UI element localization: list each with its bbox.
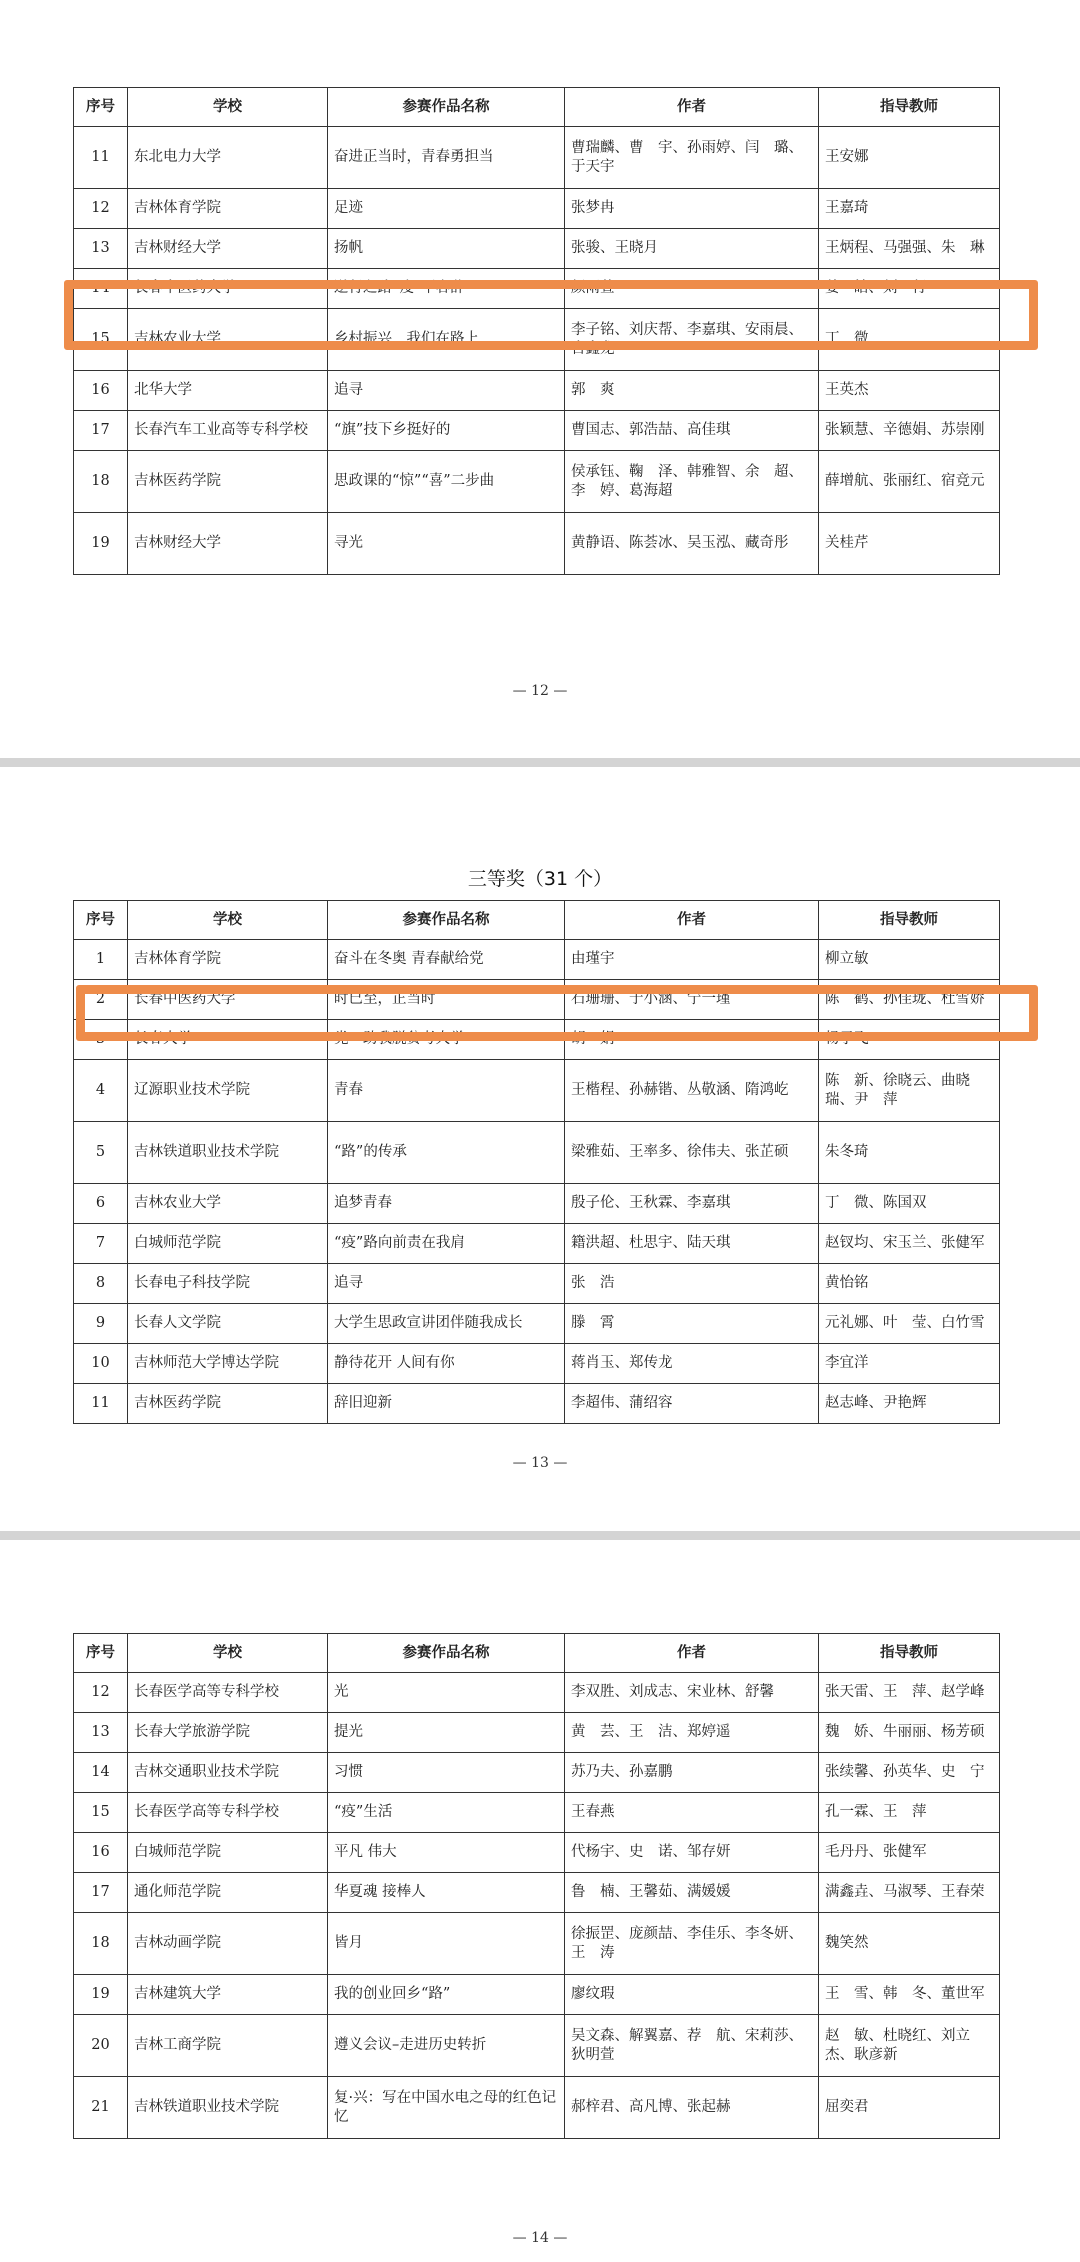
table-row	[74, 229, 1000, 269]
cell-teachers: 薛增航、张丽红、宿竞元	[819, 451, 1000, 513]
cell-school: 长春汽车工业高等专科学校	[128, 411, 328, 451]
cell-title: 时已至，正当时	[328, 980, 565, 1020]
cell-teachers: 丁 微、陈国双	[819, 1184, 1000, 1224]
cell-title: 扬帆	[328, 229, 565, 269]
cell-authors: 由瑾宇	[565, 940, 819, 980]
cell-authors: 郭 爽	[565, 371, 819, 411]
cell-teachers: 魏 娇、牛丽丽、杨芳硕	[819, 1713, 1000, 1753]
cell-teachers: 赵钗均、宋玉兰、张健军	[819, 1224, 1000, 1264]
cell-no: 11	[74, 1384, 128, 1424]
header-authors: 作者	[565, 88, 819, 127]
cell-school: 北华大学	[128, 371, 328, 411]
cell-no: 16	[74, 371, 128, 411]
cell-authors: 王春燕	[565, 1793, 819, 1833]
page-number-13: — 13 —	[512, 1455, 568, 1471]
header-no: 序号	[74, 901, 128, 940]
cell-teachers: 朱冬琦	[819, 1122, 1000, 1184]
cell-authors: 滕 霄	[565, 1304, 819, 1344]
cell-title: “路”的传承	[328, 1122, 565, 1184]
cell-school: 长春中医药大学	[128, 269, 328, 309]
cell-authors: 籍洪超、杜思宇、陆天琪	[565, 1224, 819, 1264]
cell-no: 12	[74, 189, 128, 229]
cell-title: 乡村振兴，我们在路上	[328, 309, 565, 371]
table-row	[74, 2077, 1000, 2139]
award-table-page-14	[73, 1633, 1000, 2139]
cell-title: 大学生思政宣讲团伴随我成长	[328, 1304, 565, 1344]
cell-school: 吉林体育学院	[128, 189, 328, 229]
cell-authors: 王楷程、孙赫锴、丛敬涵、隋鸿屹	[565, 1060, 819, 1122]
cell-teachers: 黄怡铭	[819, 1264, 1000, 1304]
cell-authors: 苏乃夫、孙嘉鹏	[565, 1753, 819, 1793]
cell-no: 12	[74, 1673, 128, 1713]
cell-teachers: 陈 鹤、孙佳珑、杜雪娇	[819, 980, 1000, 1020]
cell-school: 通化师范学院	[128, 1873, 328, 1913]
cell-no: 3	[74, 1020, 128, 1060]
cell-school: 辽源职业技术学院	[128, 1060, 328, 1122]
table-row	[74, 1384, 1000, 1424]
table-header-row	[74, 901, 1000, 940]
cell-authors: 徐振罡、庞颜喆、李佳乐、李冬妍、王 涛	[565, 1913, 819, 1975]
header-title: 参赛作品名称	[328, 88, 565, 127]
cell-title: 光	[328, 1673, 565, 1713]
cell-teachers: 王英杰	[819, 371, 1000, 411]
cell-title: 静待花开 人间有你	[328, 1344, 565, 1384]
award-table-page-13	[73, 900, 1000, 1424]
cell-school: 长春大学旅游学院	[128, 1713, 328, 1753]
cell-authors: 李双胜、刘成志、宋业林、舒馨	[565, 1673, 819, 1713]
cell-no: 19	[74, 513, 128, 575]
cell-school: 吉林医药学院	[128, 1384, 328, 1424]
table-row	[74, 1304, 1000, 1344]
cell-school: 长春电子科技学院	[128, 1264, 328, 1304]
table-header-row	[74, 1634, 1000, 1673]
cell-title: 提光	[328, 1713, 565, 1753]
table-row	[74, 940, 1000, 980]
cell-teachers: 王嘉琦	[819, 189, 1000, 229]
cell-teachers: 孔一霖、王 萍	[819, 1793, 1000, 1833]
cell-school: 白城师范学院	[128, 1833, 328, 1873]
cell-title: 追梦青春	[328, 1184, 565, 1224]
cell-no: 20	[74, 2015, 128, 2077]
cell-teachers: 陈 新、徐晓云、曲晓瑞、尹 萍	[819, 1060, 1000, 1122]
cell-no: 13	[74, 229, 128, 269]
cell-school: 长春人文学院	[128, 1304, 328, 1344]
cell-title: 华夏魂 接棒人	[328, 1873, 565, 1913]
table-row	[74, 411, 1000, 451]
cell-school: 吉林体育学院	[128, 940, 328, 980]
cell-school: 吉林财经大学	[128, 229, 328, 269]
cell-title: 遵义会议–走进历史转折	[328, 2015, 565, 2077]
highlight-box-row-2	[76, 985, 1038, 1041]
cell-title: 青春	[328, 1060, 565, 1122]
table-row	[74, 1224, 1000, 1264]
cell-title: 奋斗在冬奥 青春献给党	[328, 940, 565, 980]
cell-no: 2	[74, 980, 128, 1020]
table-row	[74, 1264, 1000, 1304]
cell-authors: 颜雨萱	[565, 269, 819, 309]
cell-title: 追寻	[328, 1264, 565, 1304]
cell-school: 吉林建筑大学	[128, 1975, 328, 2015]
cell-teachers: 柳立敏	[819, 940, 1000, 980]
cell-school: 白城师范学院	[128, 1224, 328, 1264]
cell-authors: 鲁 楠、王馨茹、满媛媛	[565, 1873, 819, 1913]
cell-no: 17	[74, 1873, 128, 1913]
cell-teachers: 毛丹丹、张健军	[819, 1833, 1000, 1873]
cell-school: 吉林农业大学	[128, 1184, 328, 1224]
header-teachers: 指导教师	[819, 901, 1000, 940]
highlight-box-row-14	[64, 280, 1038, 350]
cell-school: 吉林财经大学	[128, 513, 328, 575]
table-row	[74, 1344, 1000, 1384]
cell-title: 追寻	[328, 371, 565, 411]
cell-no: 10	[74, 1344, 128, 1384]
cell-authors: 张梦冉	[565, 189, 819, 229]
cell-no: 14	[74, 269, 128, 309]
cell-school: 吉林铁道职业技术学院	[128, 2077, 328, 2139]
cell-authors: 吴文森、解翼嘉、荐 航、宋莉莎、狄明萱	[565, 2015, 819, 2077]
header-no: 序号	[74, 88, 128, 127]
cell-no: 9	[74, 1304, 128, 1344]
header-school: 学校	[128, 901, 328, 940]
table-row	[74, 1184, 1000, 1224]
cell-no: 17	[74, 411, 128, 451]
cell-authors: 李子铭、刘庆帮、李嘉琪、安雨晨、吉鑫龙	[565, 309, 819, 371]
header-school: 学校	[128, 1634, 328, 1673]
table-row	[74, 1753, 1000, 1793]
cell-teachers: 丁 微	[819, 309, 1000, 371]
cell-authors: 胡 娟	[565, 1020, 819, 1060]
table-row	[74, 1833, 1000, 1873]
table-row	[74, 1975, 1000, 2015]
cell-authors: 侯承钰、鞠 泽、韩雅智、余 超、李 婷、葛海超	[565, 451, 819, 513]
cell-no: 14	[74, 1753, 128, 1793]
cell-title: 平凡 伟大	[328, 1833, 565, 1873]
cell-title: 习惯	[328, 1753, 565, 1793]
cell-title: 足迹	[328, 189, 565, 229]
cell-no: 15	[74, 309, 128, 371]
cell-no: 7	[74, 1224, 128, 1264]
table-row	[74, 189, 1000, 229]
cell-authors: 廖纹瑕	[565, 1975, 819, 2015]
cell-school: 吉林师范大学博达学院	[128, 1344, 328, 1384]
header-school: 学校	[128, 88, 328, 127]
cell-title: 辞旧迎新	[328, 1384, 565, 1424]
cell-school: 吉林农业大学	[128, 309, 328, 371]
table-row	[74, 1060, 1000, 1122]
cell-authors: 郝梓君、高凡博、张起赫	[565, 2077, 819, 2139]
cell-title: “疫”生活	[328, 1793, 565, 1833]
cell-title: 党 助我脱贫考大学	[328, 1020, 565, 1060]
cell-authors: 张 浩	[565, 1264, 819, 1304]
cell-no: 8	[74, 1264, 128, 1304]
cell-no: 6	[74, 1184, 128, 1224]
cell-title: “旗”技下乡挺好的	[328, 411, 565, 451]
cell-title: “疫”路向前责在我肩	[328, 1224, 565, 1264]
cell-authors: 黄 芸、王 洁、郑婷遥	[565, 1713, 819, 1753]
cell-teachers: 王安娜	[819, 127, 1000, 189]
cell-teachers: 姜 皓、刘 行	[819, 269, 1000, 309]
page-number-12: — 12 —	[512, 683, 568, 699]
header-teachers: 指导教师	[819, 1634, 1000, 1673]
cell-teachers: 张续馨、孙英华、史 宁	[819, 1753, 1000, 1793]
cell-school: 长春医学高等专科学校	[128, 1793, 328, 1833]
page-separator	[0, 758, 1080, 767]
cell-teachers: 赵志峰、尹艳辉	[819, 1384, 1000, 1424]
table-header-row	[74, 88, 1000, 127]
cell-authors: 李超伟、蒲绍容	[565, 1384, 819, 1424]
cell-school: 吉林医药学院	[128, 451, 328, 513]
cell-no: 4	[74, 1060, 128, 1122]
cell-school: 长春医学高等专科学校	[128, 1673, 328, 1713]
cell-authors: 曹国志、郭浩喆、高佳琪	[565, 411, 819, 451]
cell-title: 皆月	[328, 1913, 565, 1975]
header-title: 参赛作品名称	[328, 1634, 565, 1673]
cell-teachers: 元礼娜、叶 莹、白竹雪	[819, 1304, 1000, 1344]
cell-title: 逆行之路“疫”不容辞	[328, 269, 565, 309]
cell-school: 长春中医药大学	[128, 980, 328, 1020]
table-row	[74, 1673, 1000, 1713]
cell-authors: 张骏、王晓月	[565, 229, 819, 269]
cell-school: 吉林动画学院	[128, 1913, 328, 1975]
cell-teachers: 李宜洋	[819, 1344, 1000, 1384]
cell-no: 18	[74, 1913, 128, 1975]
cell-no: 15	[74, 1793, 128, 1833]
cell-teachers: 满鑫垚、马淑琴、王春荣	[819, 1873, 1000, 1913]
cell-no: 11	[74, 127, 128, 189]
cell-teachers: 张颖慧、辛德娟、苏崇刚	[819, 411, 1000, 451]
table-row	[74, 127, 1000, 189]
cell-authors: 蒋肖玉、郑传龙	[565, 1344, 819, 1384]
table-row	[74, 1793, 1000, 1833]
cell-authors: 曹瑞麟、曹 宇、孙雨婷、闫 璐、于天宇	[565, 127, 819, 189]
table-row	[74, 371, 1000, 411]
cell-authors: 石珊珊、于小涵、宁一瑾	[565, 980, 819, 1020]
cell-title: 思政课的“惊”“喜”二步曲	[328, 451, 565, 513]
cell-no: 5	[74, 1122, 128, 1184]
cell-school: 长春大学	[128, 1020, 328, 1060]
cell-title: 寻光	[328, 513, 565, 575]
cell-authors: 殷子伦、王秋霖、李嘉琪	[565, 1184, 819, 1224]
page-separator	[0, 1531, 1080, 1540]
cell-school: 吉林铁道职业技术学院	[128, 1122, 328, 1184]
cell-title: 奋进正当时，青春勇担当	[328, 127, 565, 189]
header-no: 序号	[74, 1634, 128, 1673]
section-title-third-prize: 三等奖（31 个）	[467, 868, 613, 890]
header-title: 参赛作品名称	[328, 901, 565, 940]
cell-authors: 梁雅茹、王率多、徐伟夫、张芷硕	[565, 1122, 819, 1184]
cell-teachers: 王炳程、马强强、朱 琳	[819, 229, 1000, 269]
table-row	[74, 1873, 1000, 1913]
cell-school: 吉林工商学院	[128, 2015, 328, 2077]
cell-no: 18	[74, 451, 128, 513]
cell-title: 复·兴：写在中国水电之母的红色记忆	[328, 2077, 565, 2139]
cell-no: 19	[74, 1975, 128, 2015]
table-row	[74, 451, 1000, 513]
cell-no: 13	[74, 1713, 128, 1753]
table-row	[74, 513, 1000, 575]
header-teachers: 指导教师	[819, 88, 1000, 127]
cell-title: 我的创业回乡“路”	[328, 1975, 565, 2015]
cell-school: 东北电力大学	[128, 127, 328, 189]
cell-teachers: 赵 敏、杜晓红、刘立杰、耿彦新	[819, 2015, 1000, 2077]
page-number-14: — 14 —	[512, 2230, 568, 2246]
cell-teachers: 杨子飞	[819, 1020, 1000, 1060]
cell-no: 1	[74, 940, 128, 980]
cell-teachers: 魏笑然	[819, 1913, 1000, 1975]
cell-no: 21	[74, 2077, 128, 2139]
table-row	[74, 1713, 1000, 1753]
cell-teachers: 关桂芹	[819, 513, 1000, 575]
cell-authors: 代杨宇、史 诺、邹存妍	[565, 1833, 819, 1873]
table-row	[74, 1122, 1000, 1184]
cell-teachers: 王 雪、韩 冬、董世军	[819, 1975, 1000, 2015]
cell-teachers: 屈奕君	[819, 2077, 1000, 2139]
cell-no: 16	[74, 1833, 128, 1873]
table-row	[74, 2015, 1000, 2077]
header-authors: 作者	[565, 901, 819, 940]
table-row	[74, 1913, 1000, 1975]
cell-school: 吉林交通职业技术学院	[128, 1753, 328, 1793]
cell-authors: 黄静语、陈荟冰、吴玉泓、藏奇彤	[565, 513, 819, 575]
cell-teachers: 张天雷、王 萍、赵学峰	[819, 1673, 1000, 1713]
header-authors: 作者	[565, 1634, 819, 1673]
